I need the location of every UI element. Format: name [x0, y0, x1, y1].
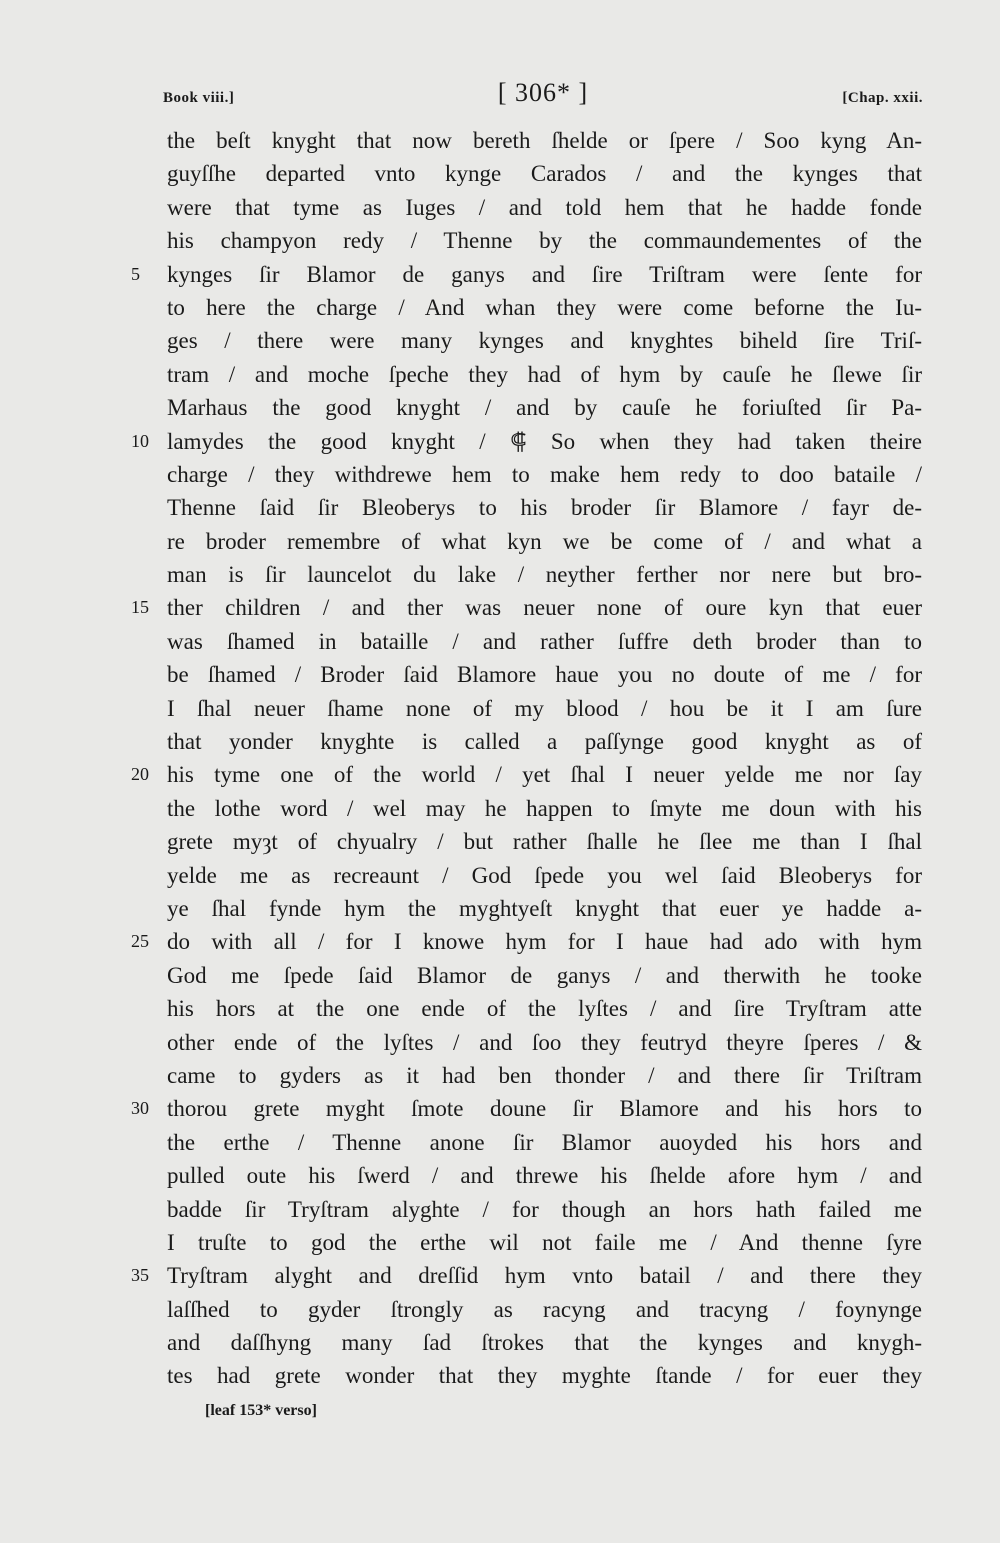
text-line: [167, 224, 922, 257]
line-number: 20: [131, 764, 149, 785]
line-number: 5: [131, 263, 140, 284]
line-number: 15: [131, 597, 149, 618]
line-text: man is ſir launcelot du lake / neyther ferther nor nere but bro-: [167, 562, 922, 588]
text-line: [131, 1259, 922, 1292]
book-label: Book viii.]: [163, 90, 235, 106]
text-line: [167, 1226, 922, 1259]
line-text: badde ſir Tryſtram alyghte / for though an hors hath failed me: [167, 1196, 922, 1222]
text-line: [167, 1059, 922, 1092]
line-text: tes had grete wonder that they myghte ſtande / for euer they: [167, 1363, 922, 1389]
body-text: [131, 124, 922, 1393]
leaf-note: [leaf 153* verso]: [205, 1402, 317, 1419]
line-text: his champyon redy / Thenne by the commaundementes of the: [167, 228, 922, 254]
running-head: [163, 78, 923, 112]
text-line: [167, 658, 922, 691]
line-text: I ſhal neuer ſhame none of my blood / hou be it I am ſure: [167, 695, 922, 721]
line-text: ges / there were many kynges and knyghtes biheld ſire Triſ-: [167, 328, 922, 354]
line-number: 35: [131, 1265, 149, 1286]
line-text: Marhaus the good knyght / and by cauſe he foriuſted ſir Pa-: [167, 395, 922, 421]
text-line: [167, 324, 922, 357]
text-line: [167, 391, 922, 424]
text-line: [167, 558, 922, 591]
line-text: and daſſhyng many ſad ſtrokes that the kynges and knygh-: [167, 1330, 922, 1356]
text-line: [131, 591, 922, 624]
chapter-label: [Chap. xxii.: [842, 90, 923, 106]
line-text: God me ſpede ſaid Blamor de ganys / and therwith he tooke: [167, 962, 922, 988]
line-text: do with all / for I knowe hym for I haue had ado with hym: [167, 929, 922, 955]
text-line: [167, 692, 922, 725]
text-line: [167, 959, 922, 992]
text-line: [131, 758, 922, 791]
line-text: to here the charge / And whan they were come beforne the Iu-: [167, 294, 922, 320]
line-number: 30: [131, 1098, 149, 1119]
line-text: re broder remembre of what kyn we be come of / and what a: [167, 528, 922, 554]
line-text: be ſhamed / Broder ſaid Blamore haue you no doute of me / for: [167, 662, 922, 688]
text-line: [167, 525, 922, 558]
text-line: [167, 859, 922, 892]
text-line: [131, 925, 922, 958]
text-line: [167, 792, 922, 825]
text-line: [167, 1326, 922, 1359]
text-line: [167, 625, 922, 658]
line-text: was ſhamed in bataille / and rather ſuffre deth broder than to: [167, 628, 922, 654]
text-line: [167, 458, 922, 491]
line-text: the beſt knyght that now bereth ſhelde or ſpere / Soo kyng An-: [167, 128, 922, 153]
line-text: ye ſhal fynde hym the myghtyeſt knyght that euer ye hadde a-: [167, 895, 922, 921]
line-text: kynges ſir Blamor de ganys and ſire Triſtram were ſente for: [167, 261, 922, 287]
text-line: [167, 1026, 922, 1059]
line-text: were that tyme as Iuges / and told hem that he hadde fonde: [167, 194, 922, 220]
text-line: [167, 992, 922, 1025]
text-line: [167, 892, 922, 925]
text-line: [167, 491, 922, 524]
text-line: [167, 124, 922, 157]
text-line: [167, 725, 922, 758]
line-text: pulled oute his ſwerd / and threwe his ſhelde afore hym / and: [167, 1163, 922, 1189]
line-text: the erthe / Thenne anone ſir Blamor auoyded his hors and: [167, 1129, 922, 1155]
text-line: [167, 1159, 922, 1192]
line-text: that yonder knyghte is called a paſſynge good knyght as of: [167, 729, 922, 755]
line-text: guyſſhe departed vnto kynge Carados / and the kynges that: [167, 161, 922, 187]
line-text: his hors at the one ende of the lyſtes / and ſire Tryſtram atte: [167, 996, 922, 1022]
line-text: tram / and moche ſpeche they had of hym by cauſe he ſlewe ſir: [167, 361, 922, 387]
line-text: grete myȝt of chyualry / but rather ſhalle he ſlee me than I ſhal: [167, 829, 922, 855]
line-text: came to gyders as it had ben thonder / and there ſir Triſtram: [167, 1062, 922, 1088]
line-text: his tyme one of the world / yet ſhal I neuer yelde me nor ſay: [167, 762, 922, 788]
text-line: [167, 1293, 922, 1326]
line-text: ther children / and ther was neuer none of oure kyn that euer: [167, 595, 922, 621]
line-number: 10: [131, 430, 149, 451]
line-text: charge / they withdrewe hem to make hem redy to doo bataile /: [167, 461, 922, 487]
line-text: thorou grete myght ſmote doune ſir Blamore and his hors to: [167, 1096, 922, 1122]
text-line: [167, 1193, 922, 1226]
line-text: I truſte to god the erthe wil not faile me / And thenne ſyre: [167, 1229, 922, 1255]
text-line: [131, 258, 922, 291]
line-text: laſſhed to gyder ſtrongly as racyng and tracyng / foynynge: [167, 1296, 922, 1322]
text-line: [167, 1359, 922, 1392]
page-number: [ 306* ]: [497, 78, 589, 107]
text-line: [167, 191, 922, 224]
line-text: other ende of the lyſtes / and ſoo they feutryd theyre ſperes / &: [167, 1029, 922, 1055]
text-line: [167, 825, 922, 858]
text-line: [167, 291, 922, 324]
text-line: [131, 425, 922, 458]
text-line: [131, 1092, 922, 1125]
line-text: lamydes the good knyght / ⸿ So when they had taken theire: [167, 428, 922, 454]
line-text: Thenne ſaid ſir Bleoberys to his broder ſir Blamore / fayr de-: [167, 495, 922, 521]
text-line: [167, 157, 922, 190]
text-line: [167, 1126, 922, 1159]
line-number: 25: [131, 931, 149, 952]
text-line: [167, 358, 922, 391]
line-text: yelde me as recreaunt / God ſpede you wel ſaid Bleoberys for: [167, 862, 922, 888]
line-text: the lothe word / wel may he happen to ſmyte me doun with his: [167, 795, 922, 821]
line-text: Tryſtram alyght and dreſſid hym vnto batail / and there they: [167, 1263, 922, 1289]
